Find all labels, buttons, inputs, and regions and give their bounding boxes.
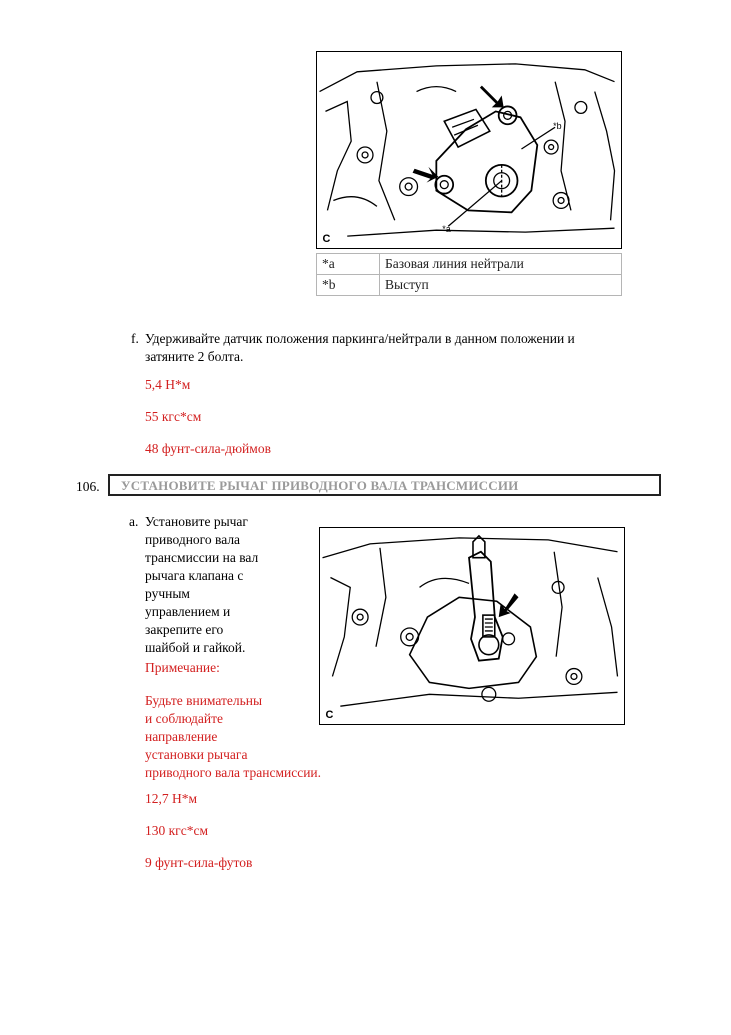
figure-neutral-sensor	[316, 51, 622, 249]
step-a-line: ручным	[145, 586, 190, 601]
figure-corner-label: C	[325, 709, 334, 722]
step-f-line-1: Удерживайте датчик положения паркинга/нейтрали в данном положении и	[145, 331, 575, 346]
step-a-line: закрепите его	[145, 622, 224, 637]
legend-table	[316, 253, 622, 296]
step-f-line-2: затяните 2 болта.	[145, 349, 244, 364]
legend-key: *a	[317, 254, 380, 275]
step-a-line: Установите рычаг	[145, 514, 248, 529]
torque-nm: 5,4 Н*м	[145, 377, 191, 392]
torque-kgf: 55 кгс*см	[145, 409, 202, 424]
torque-nm: 12,7 Н*м	[145, 791, 198, 806]
figure-corner-label: C	[322, 233, 331, 246]
figure-shaft-lever	[319, 527, 625, 725]
lever-illustration	[320, 528, 624, 724]
torque-kgf: 130 кгс*см	[145, 823, 208, 838]
step-a-line: приводного вала	[145, 532, 241, 547]
torque-lbf: 9 фунт-сила-футов	[145, 855, 253, 870]
torque-lbf: 48 фунт-сила-дюймов	[145, 441, 271, 456]
step-a-text	[145, 513, 258, 657]
sensor-illustration	[317, 52, 621, 248]
note-line: направление	[145, 729, 218, 744]
step-a-line: шайбой и гайкой.	[145, 640, 246, 655]
legend-value: Базовая линия нейтрали	[380, 254, 622, 275]
legend-value: Выступ	[380, 275, 622, 296]
note-line: Будьте внимательны	[145, 693, 263, 708]
step-f-marker: f.	[131, 331, 139, 346]
step-a-line: трансмиссии на вал	[145, 550, 259, 565]
note-line: и соблюдайте	[145, 711, 223, 726]
note-text	[145, 692, 321, 782]
step-a-marker: a.	[129, 514, 139, 529]
step-a-line: рычага клапана с	[145, 568, 244, 583]
callout-a-label: *a	[442, 224, 451, 235]
legend-key: *b	[317, 275, 380, 296]
table-row	[317, 254, 622, 275]
note-line: приводного вала трансмиссии.	[145, 765, 322, 780]
note-label: Примечание:	[145, 660, 220, 675]
table-row	[317, 275, 622, 296]
section-heading: УСТАНОВИТЕ РЫЧАГ ПРИВОДНОГО ВАЛА ТРАНСМИССИИ	[108, 474, 661, 496]
note-line: установки рычага	[145, 747, 248, 762]
callout-b-label: *b	[553, 121, 562, 132]
section-number: 106.	[76, 479, 100, 494]
step-a-line: управлением и	[145, 604, 231, 619]
